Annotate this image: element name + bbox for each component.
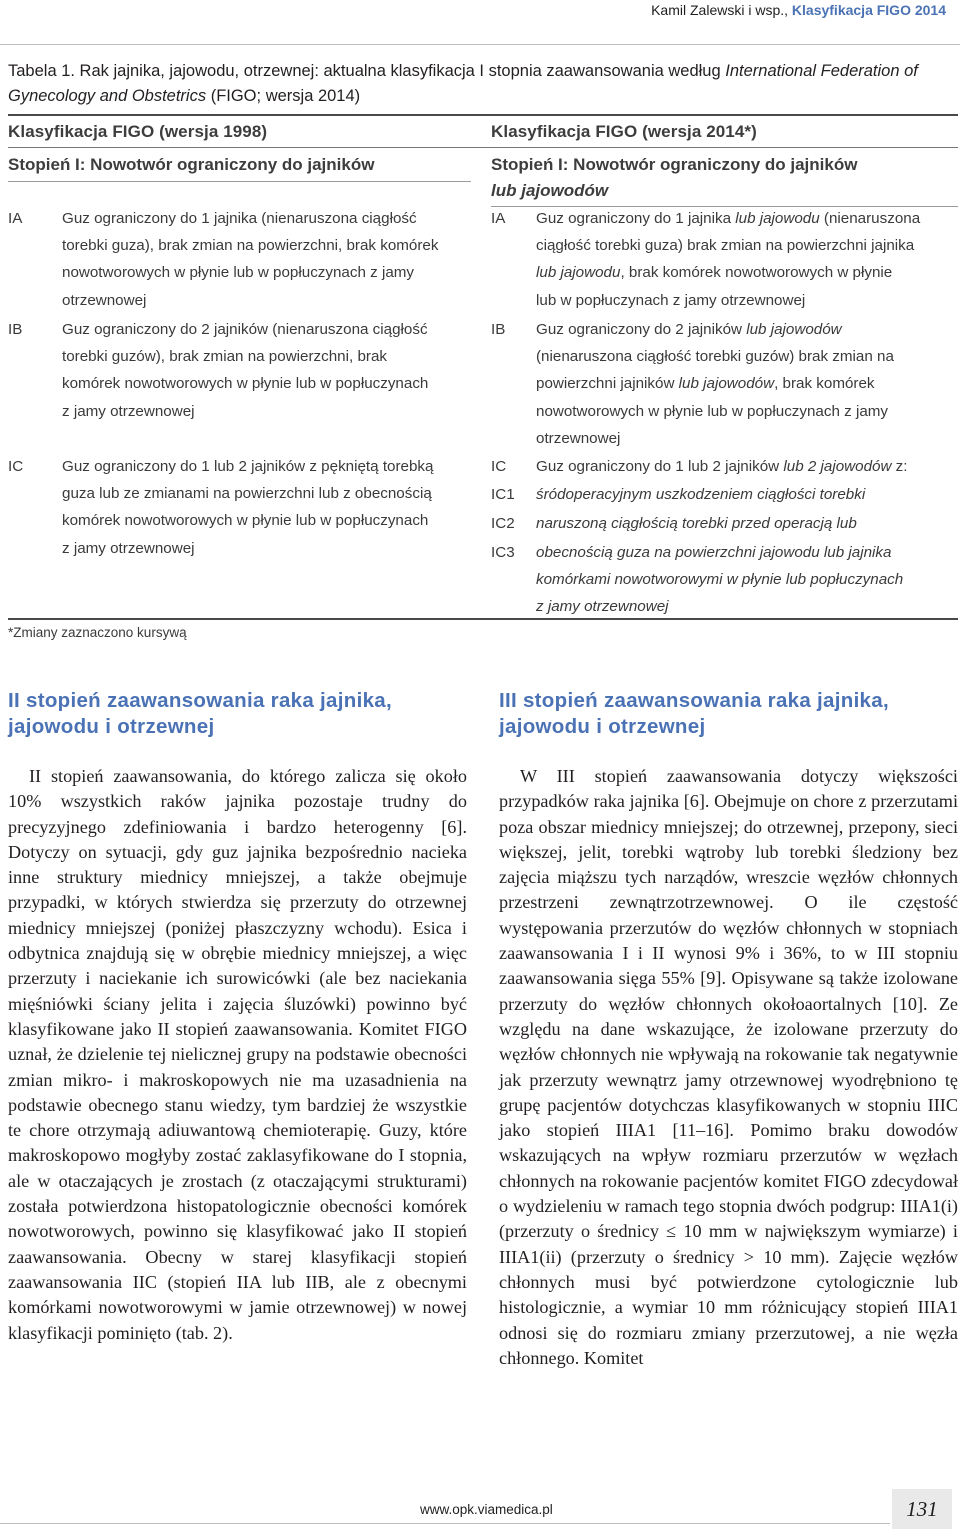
left-stage-rule (8, 181, 471, 182)
right-code-ic: IC (491, 458, 507, 475)
right-row-ib: Guz ograniczony do 2 jajników lub jajowodów (nienaruszona ciągłość torebki guzów) brak zmian na powierzchni jajników lub jajowodów, brak komórek nowotworowych w płynie lub w popłuczynach z jamy otrzewnowej (536, 321, 894, 447)
paragraph-stage-iii: W III stopień zaawansowania dotyczy większości przypadków raka jajnika [6]. Obejmuje on chore z przerzutami poza obszar miednicy mniejszej; do otrzewnej, przepony, sieci większej, jelit, torebki wątroby lub torebki śledziony bez zajęcia miąższu tych narządów, wreszcie węzłów chłonnych przestrzeni zewnątrzotrzewnowej. O ile częstość występowania przerzutów do węzłów chłonnych w stopniach zaawansowania I i II wynosi 9% i 36%, to w III stopniu zaawansowania sięga 55% [9]. Opisywane są także izolowane przerzuty do węzłów chłonnych okołoaortalnych [10]. Ze względu na dane wskazujące, że izolowane przerzuty do węzłów chłonnych nie wpływają na rokowanie tak negatywnie jak przerzuty wewnątrz jamy otrzewnowej wyodrębniono tę grupę pacjentów dotychczas klasyfikowanych w stopniu IIIC jako stopień IIIA1 [11–16]. Pomimo braku dowodów wskazujących na wpływ rozmiaru przerzutów w węzłach chłonnych na rokowanie pacjentów komitet FIGO zdecydował o wydzieleniu w ramach tego stopnia dwóch podgrup: IIIA1(i) (przerzuty o średnicy ≤ 10 mm w największym wymiarze) i IIIA1(ii) (przerzuty o średnicy > 10 mm). Zajęcie węzłów chłonnych musi być potwierdzone cytologicznie lub histologicznie, a wymiar 10 mm różnicujący stopień IIIA1 odnosi się do rozmiaru zmiany przerzutowej, a nie węzła chłonnego. Komitet (499, 766, 958, 1368)
table-bottom-rule (8, 618, 958, 620)
left-code-ic: IC (8, 458, 24, 475)
section-heading-stage-ii: II stopień zaawansowania raka jajnika, jajowodu i otrzewnej (8, 689, 392, 738)
right-row-ic: Guz ograniczony do 1 lub 2 jajników lub 2 jajowodów z: (536, 458, 908, 475)
right-row-ic1: śródoperacyjnym uszkodzeniem ciągłości torebki (536, 486, 866, 503)
page-number: 131 (892, 1489, 952, 1529)
header-title: Klasyfikacja FIGO 2014 (791, 2, 946, 18)
left-code-ia: IA (8, 210, 23, 227)
footer-rule (0, 1523, 890, 1524)
body-column-left (8, 764, 467, 1346)
body-column-right (499, 764, 958, 1371)
right-code-ib: IB (491, 321, 506, 338)
table-caption: Tabela 1. Rak jajnika, jajowodu, otrzewnej: aktualna klasyfikacja I stopnia zaawansowania według International Federation of Gynecology and Obstetrics (FIGO; wersja 2014) (8, 62, 918, 105)
right-code-ic1: IC1 (491, 486, 515, 503)
left-code-ib: IB (8, 321, 23, 338)
header-rule (0, 44, 960, 45)
right-row-ia: Guz ograniczony do 1 jajnika lub jajowodu (nienaruszona ciągłość torebki guza) brak zmian na powierzchni jajnika lub jajowodu, brak komórek nowotworowych w płynie lub w popłuczynach z jamy otrzewnowej (536, 210, 921, 309)
footer-url: www.opk.viamedica.pl (420, 1502, 553, 1517)
section-heading-stage-iii: III stopień zaawansowania raka jajnika, jajowodu i otrzewnej (499, 689, 889, 738)
left-row-ia: Guz ograniczony do 1 jajnika (nienaruszona ciągłość torebki guza), brak zmian na powierzchni, brak komórek nowotworowych w płynie lub w popłuczynach z jamy otrzewnowej (62, 210, 439, 309)
right-stage-title: Stopień I: Nowotwór ograniczony do jajników lub jajowodów (491, 155, 858, 200)
header-authors: Kamil Zalewski i wsp., (651, 2, 792, 18)
paragraph-stage-ii: II stopień zaawansowania, do którego zalicza się około 10% wszystkich raków jajnika pozostaje trudny do precyzyjnego zdefiniowania i bardzo heterogenny [6]. Dotyczy on sytuacji, gdy guz jajnika bezpośrednio nacieka inne struktury miednicy mniejszej, a także obejmuje przypadki, w których stwierdza się przerzuty do otrzewnej miednicy mniejszej (poniżej płaszczyzny wchodu). Esica i odbytnica znajdują się w obrębie miednicy mniejszej, a więc przerzuty i naciekanie ich surowicówki (ale bez naciekania mięśniówki ściany jelita i zajęcia śluzówki) powinno być klasyfikowane jako II stopień zaawansowania. Komitet FIGO uznał, że dzielenie tej nielicznej grupy na podstawie obecności zmian mikro- i makroskopowych nie ma uzasadnienia na podstawie obecnego stanu wiedzy, tym bardziej że wszystkie te chore otrzymają adiuwantową chemioterapię. Guzy, które makroskopowo mogłyby zostać zaklasyfikowane do I stopnia, ale w otaczających je zrostach (z otaczającymi strukturami) została potwierdzona histopatologicznie obecności komórek nowotworowych, powinno się klasyfikować jako II stopień zaawansowania. Obecny w starej klasyfikacji stopień zaawansowania IIC (stopień IIA lub IIB, ale z obecnymi komórkami nowotworowymi w jamie otrzewnowej) w nowej klasyfikacji pominięto (tab. 2). (8, 766, 467, 1343)
table-footnote: *Zmiany zaznaczono kursywą (8, 625, 187, 640)
table-header-rule (8, 147, 958, 148)
col-header-2014: Klasyfikacja FIGO (wersja 2014*) (491, 122, 757, 141)
running-header (651, 2, 946, 18)
right-code-ia: IA (491, 210, 506, 227)
right-row-ic3: obecnością guza na powierzchni jajowodu lub jajnika komórkami nowotworowymi w płynie lub popłuczynach z jamy otrzewnowej (536, 544, 904, 616)
right-row-ic2: naruszoną ciągłością torebki przed operacją lub (536, 515, 857, 532)
left-row-ic: Guz ograniczony do 1 lub 2 jajników z pękniętą torebką guza lub ze zmianami na powierzchni lub z obecnością komórek nowotworowych w płynie lub w popłuczynach z jamy otrzewnowej (62, 458, 434, 557)
right-code-ic3: IC3 (491, 544, 515, 561)
right-code-ic2: IC2 (491, 515, 515, 532)
table-top-rule (8, 114, 958, 116)
left-stage-title: Stopień I: Nowotwór ograniczony do jajników (8, 155, 375, 174)
col-header-1998: Klasyfikacja FIGO (wersja 1998) (8, 122, 268, 141)
left-row-ib: Guz ograniczony do 2 jajników (nienaruszona ciągłość torebki guzów), brak zmian na powierzchni, brak komórek nowotworowych w płynie lub w popłuczynach z jamy otrzewnowej (62, 321, 429, 420)
